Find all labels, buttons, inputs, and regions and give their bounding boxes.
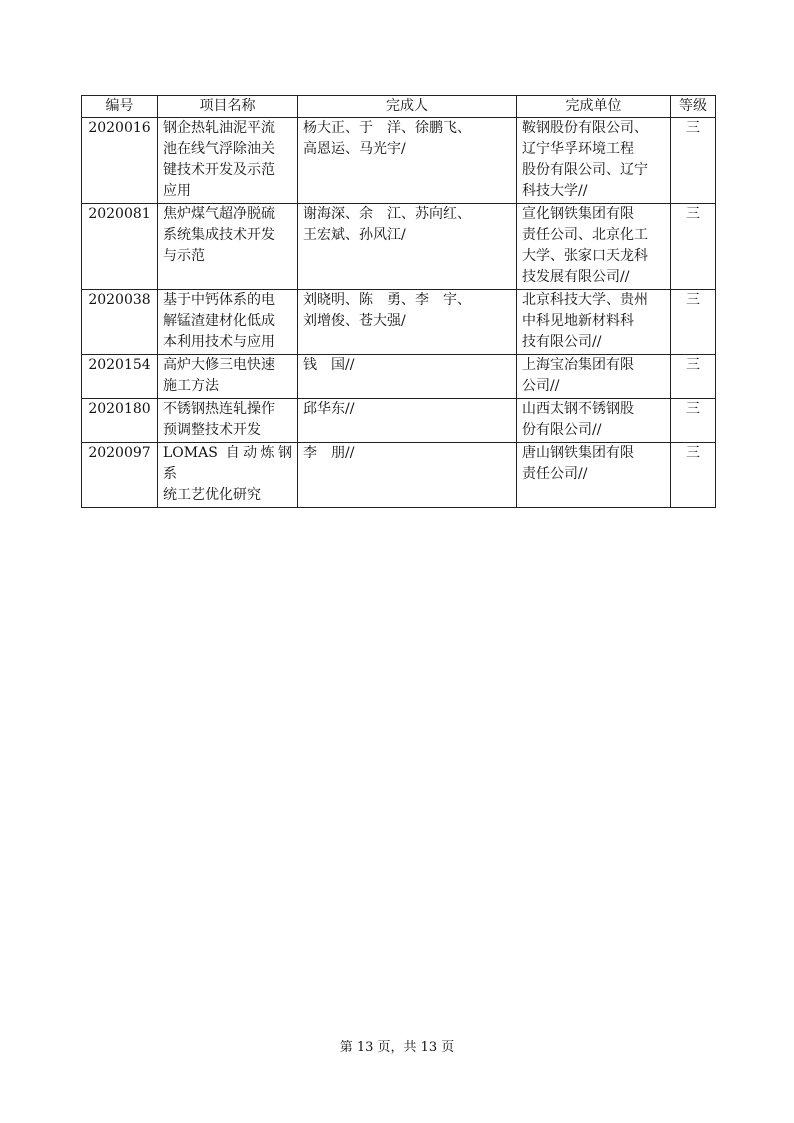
header-people: 完成人 (298, 96, 517, 118)
completers: 杨大正、于 洋、徐鹏飞、 高恩运、马光宇/ (303, 120, 471, 157)
project-id: 2020081 (88, 206, 151, 222)
completers-cell (298, 355, 517, 399)
grade-cell (671, 290, 716, 355)
grade: 三 (686, 445, 700, 461)
header-id: 编号 (82, 96, 158, 118)
award-table (81, 95, 716, 508)
grade-cell (671, 399, 716, 443)
grade: 三 (686, 206, 700, 222)
project-name-cell (158, 443, 298, 508)
completers: 谢海深、余 江、苏向红、 王宏斌、孙风江/ (303, 206, 471, 243)
completing-units-cell (517, 399, 671, 443)
project-name: 高炉大修三电快速 施工方法 (163, 357, 275, 394)
project-id-cell (82, 399, 158, 443)
table-row (82, 443, 716, 508)
table-row (82, 399, 716, 443)
header-grade: 等级 (671, 96, 716, 118)
completing-units-cell (517, 204, 671, 290)
completing-units-cell (517, 290, 671, 355)
grade-cell (671, 204, 716, 290)
project-name: 不锈钢热连轧操作 预调整技术开发 (163, 401, 275, 438)
project-id-cell (82, 204, 158, 290)
completers-cell (298, 290, 517, 355)
project-name-cell (158, 399, 298, 443)
completing-units: 鞍钢股份有限公司、 辽宁华孚环境工程 股份有限公司、辽宁 科技大学// (522, 120, 648, 199)
project-id-cell (82, 118, 158, 204)
project-id: 2020016 (88, 120, 151, 136)
project-name-cell (158, 118, 298, 204)
completers-cell (298, 443, 517, 508)
project-name-cell (158, 290, 298, 355)
header-project-name: 项目名称 (158, 96, 298, 118)
table-body (82, 118, 716, 508)
project-id: 2020154 (88, 357, 151, 373)
completing-units: 北京科技大学、贵州 中科见地新材料科 技有限公司// (522, 292, 648, 350)
completing-units: 宣化钢铁集团有限 责任公司、北京化工 大学、张家口天龙科 技发展有限公司// (522, 206, 648, 285)
completers: 刘晓明、陈 勇、李 宇、 刘增俊、苍大强/ (303, 292, 471, 329)
grade: 三 (686, 120, 700, 136)
project-id: 2020038 (88, 292, 151, 308)
grade: 三 (686, 357, 700, 373)
completers: 钱 国// (303, 357, 355, 373)
completers: 邱华东// (303, 401, 355, 417)
grade-cell (671, 355, 716, 399)
project-id: 2020097 (88, 445, 151, 461)
project-id-cell (82, 355, 158, 399)
project-name: 焦炉煤气超净脱硫 系统集成技术开发 与示范 (163, 206, 275, 264)
completers-cell (298, 118, 517, 204)
project-id-cell (82, 290, 158, 355)
header-row (82, 96, 716, 118)
project-id: 2020180 (88, 401, 151, 417)
grade: 三 (686, 292, 700, 308)
table-row (82, 355, 716, 399)
grade-cell (671, 118, 716, 204)
completers: 李 朋// (303, 445, 355, 461)
project-name: 钢企热轧油泥平流 池在线气浮除油关 键技术开发及示范 应用 (163, 120, 275, 199)
completing-units: 上海宝冶集团有限 公司// (522, 357, 634, 394)
table-row (82, 204, 716, 290)
completers-cell (298, 204, 517, 290)
project-name: 基于中钙体系的电 解锰渣建材化低成 本利用技术与应用 (163, 292, 275, 350)
table-row (82, 290, 716, 355)
project-name: LOMAS 自动炼钢系 统工艺优化研究 (163, 445, 292, 503)
grade-cell (671, 443, 716, 508)
completers-cell (298, 399, 517, 443)
completing-units: 唐山钢铁集团有限 责任公司// (522, 445, 634, 482)
completing-units-cell (517, 118, 671, 204)
completing-units: 山西太钢不锈钢股 份有限公司// (522, 401, 634, 438)
project-name-cell (158, 355, 298, 399)
page-footer: 第 13 页，共 13 页 (339, 1040, 455, 1055)
completing-units-cell (517, 443, 671, 508)
header-units: 完成单位 (517, 96, 671, 118)
grade: 三 (686, 401, 700, 417)
project-id-cell (82, 443, 158, 508)
completing-units-cell (517, 355, 671, 399)
project-name-cell (158, 204, 298, 290)
table-row (82, 118, 716, 204)
